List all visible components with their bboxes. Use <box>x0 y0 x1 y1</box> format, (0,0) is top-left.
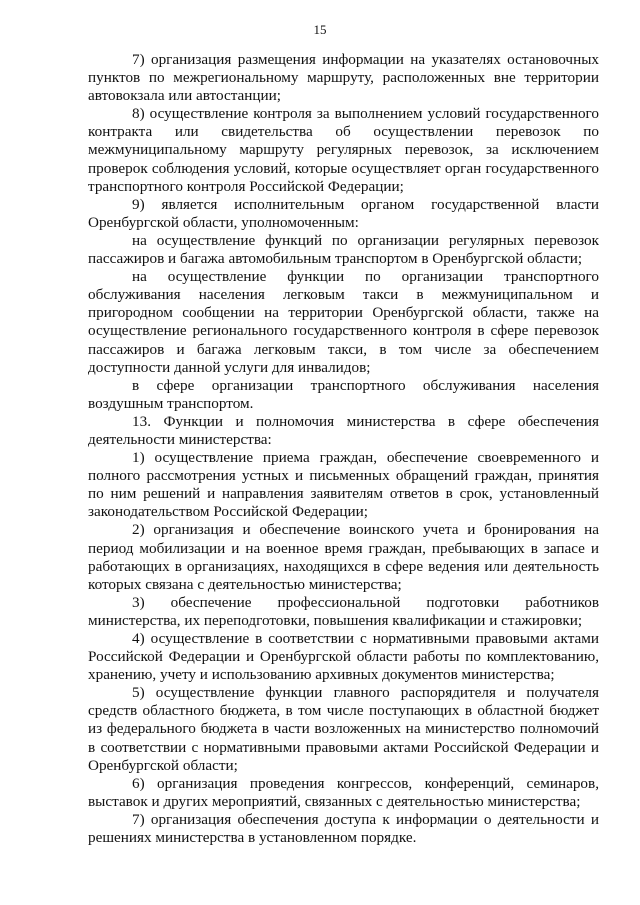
document-body <box>88 51 599 847</box>
paragraph-section-13-heading: 13. Функции и полномочия министерства в сфере обеспечения деятельности министерства: <box>88 412 599 448</box>
paragraph-taxi-service: на осуществление функции по организации транспортного обслуживания населения легковым такси в межмуниципальном и пригородном сообщении на территории Оренбургской области, также на осуществление регионального государственного контроля в сфере перевозок пассажиров и багажа легковым такси, в том числе за обеспечением доступности данной услуги для инвалидов; <box>88 268 599 376</box>
paragraph-item-6-events: 6) организация проведения конгрессов, конференций, семинаров, выставок и других мероприятий, связанных с деятельностью министерства; <box>88 774 599 810</box>
paragraph-item-3-staff-training: 3) обеспечение профессиональной подготовки работников министерства, их переподготовки, повышения квалификации и стажировки; <box>88 593 599 629</box>
paragraph-item-7-information-access: 7) организация обеспечения доступа к информации о деятельности и решениях министерства в установленном порядке. <box>88 810 599 847</box>
paragraph-item-5-budget-functions: 5) осуществление функции главного распорядителя и получателя средств областного бюджета, в том числе поступающих в областной бюджет из федерального бюджета в части возложенных на министерство полномочий в соответствии с нормативными правовыми актами Российской Федерации и Оренбургской области; <box>88 684 599 774</box>
paragraph-air-transport: в сфере организации транспортного обслуживания населения воздушным транспортом. <box>88 376 599 412</box>
paragraph-item-7-signage: 7) организация размещения информации на указателях остановочных пунктов по межрегиональному маршруту, расположенных вне территории автовокзала или автостанции; <box>88 51 599 105</box>
paragraph-regular-transport: на осуществление функций по организации регулярных перевозок пассажиров и багажа автомобильным транспортом в Оренбургской области; <box>88 231 599 268</box>
paragraph-item-4-archives: 4) осуществление в соответствии с нормативными правовыми актами Российской Федерации и Оренбургской области работы по комплектованию, хранению, учету и использованию архивных документов министерства; <box>88 630 599 684</box>
paragraph-item-1-citizen-appeals: 1) осуществление приема граждан, обеспечение своевременного и полного рассмотрения устных и письменных обращений граждан, принятия по ним решений и направления заявителям ответов в срок, установленный законодательством Российской Федерации; <box>88 449 599 521</box>
page-number: 15 <box>313 22 327 37</box>
paragraph-item-8-contract-control: 8) осуществление контроля за выполнением условий государственного контракта или свидетельства об осуществлении перевозок по межмуниципальному маршруту регулярных перевозок, за исключением проверок соблюдения условий, которые осуществляет орган государственного транспортного контроля Российской Федерации; <box>88 105 599 195</box>
paragraph-item-9-authorized-body: 9) является исполнительным органом государственной власти Оренбургской области, уполномоченным: <box>88 195 599 231</box>
paragraph-item-2-military-registration: 2) организация и обеспечение воинского учета и бронирования на период мобилизации и на военное время граждан, пребывающих в запасе и работающих в организациях, находящихся в сфере ведения или деятельность которых связана с деятельностью министерства; <box>88 521 599 593</box>
